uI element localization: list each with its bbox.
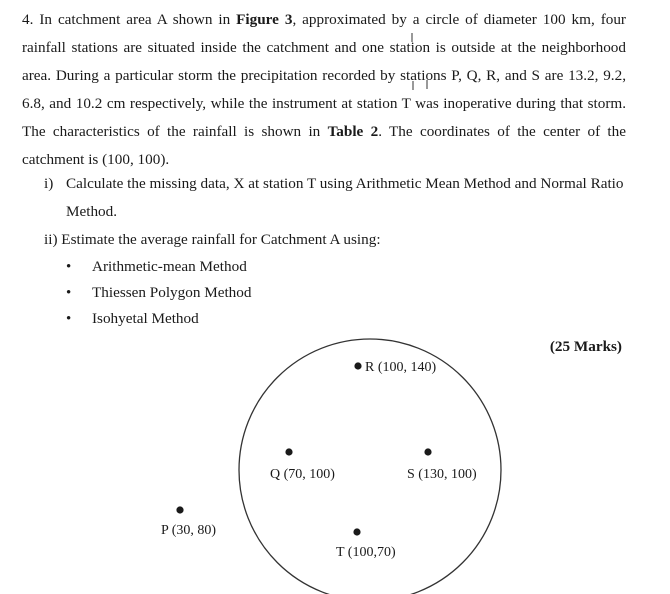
question-seg2: , approximated by a circle of diameter 100 km, four rainfall stations are situated inside the catchment and one station is outside at the neighborhood area. During a particular storm the precipitation recorded by stations P, Q, R, and S are 13.2, 9.2, 6.8, and 10.2 cm respectively, while the instrument at station T was inoperative during that storm. The characteristics of the rainfall is shown in	[22, 11, 626, 141]
figure-reference: Figure 3	[236, 11, 293, 28]
station-t-label: T (100,70)	[336, 545, 396, 560]
station-p-label: P (30, 80)	[161, 523, 217, 538]
station-s-marker	[424, 448, 431, 455]
station-p-marker	[176, 506, 183, 513]
station-t-marker	[353, 528, 360, 535]
method-item: • Arithmetic-mean Method	[66, 254, 251, 280]
question-number: 4.	[22, 11, 34, 28]
sub-question-i-text: Calculate the missing data, X at station T using Arithmetic Mean Method and Normal Ratio Method.	[66, 175, 624, 220]
sub-question-ii-label: ii)	[44, 231, 58, 248]
method-item: • Thiessen Polygon Method	[66, 280, 251, 306]
method-item: • Isohyetal Method	[66, 306, 251, 332]
marks-label: (25 Marks)	[549, 338, 622, 355]
station-q-marker	[285, 448, 292, 455]
table-reference: Table 2	[327, 123, 379, 141]
question-seg1: In catchment area A shown in	[39, 11, 237, 28]
station-r-marker	[354, 362, 361, 369]
station-s-label: S (130, 100)	[407, 467, 477, 482]
station-r-label: R (100, 140)	[365, 360, 437, 375]
question-seg3: . The coordinates of the center of the catchment is (100, 100).	[22, 123, 626, 169]
sub-question-ii-text: Estimate the average rainfall for Catchment A using:	[61, 231, 381, 248]
sub-question-i-label: i)	[44, 175, 54, 192]
station-q-label: Q (70, 100)	[270, 467, 335, 482]
